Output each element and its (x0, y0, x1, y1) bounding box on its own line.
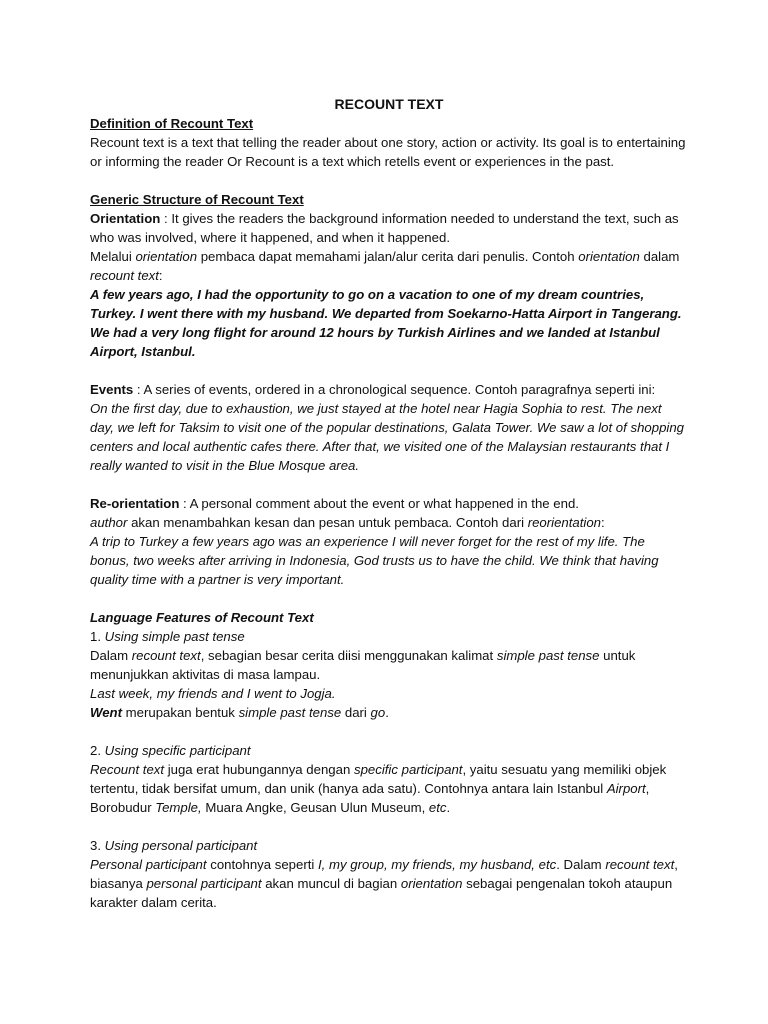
orientation-id-paragraph (90, 247, 688, 285)
text-run: akan muncul di bagian (261, 876, 401, 891)
feature-1-note (90, 703, 688, 722)
text-run: dalam (639, 249, 680, 264)
term-run: recount text (605, 857, 675, 872)
term-run: recount text (131, 648, 201, 663)
definition-body: Recount text is a text that telling the reader about one story, action or activity. Its goal is to entertaining or informing the reader Or Recount is a text which retells event or experiences in the past. (90, 135, 686, 169)
text-run: pembaca dapat memahami jalan/alur cerita dari penulis. Contoh (197, 249, 579, 264)
feature-1-example: Last week, my friends and I went to Jogja. (90, 686, 336, 701)
text-run: . (446, 800, 451, 815)
text-run: contohnya seperti (206, 857, 318, 872)
reorientation-paragraph (90, 494, 688, 513)
term-run: orientation (400, 876, 463, 891)
term-run: simple past tense (238, 705, 342, 720)
structure-heading: Generic Structure of Recount Text (90, 192, 304, 207)
reorientation-id-paragraph (90, 513, 688, 532)
text-run: dari (341, 705, 371, 720)
text-run: : (601, 515, 605, 530)
text-run: untuk menunjukkan aktivitas di masa lampau. (90, 648, 636, 682)
definition-heading: Definition of Recount Text (90, 116, 254, 131)
text-run: Melalui (90, 249, 136, 264)
term-run: orientation (578, 249, 640, 264)
term-run: Personal participant (90, 857, 207, 872)
term-run: etc (428, 800, 447, 815)
events-example: On the first day, due to exhaustion, we just stayed at the hotel near Hagia Sophia to rest. The next day, we left for Taksim to visit one of the popular destinations, Galata Tower. We saw a lot of shopping centers and local authentic cafes there. After that, we visited one of the Malaysian restaurants that I really wanted to visit in the Blue Mosque area. (90, 401, 685, 473)
events-label: Events (90, 382, 134, 397)
reorientation-label: Re-orientation (90, 496, 180, 511)
term-run: specific participant (353, 762, 463, 777)
text-run: , Borobudur (90, 781, 650, 815)
features-heading: Language Features of Recount Text (90, 610, 314, 625)
text-run: . (385, 705, 389, 720)
term-run: recount text (90, 268, 159, 283)
text-run: juga erat hubungannya dengan (164, 762, 354, 777)
term-run: personal participant (146, 876, 262, 891)
text-run: , biasanya (90, 857, 678, 891)
feature-1-title (90, 627, 688, 646)
text-run: : (158, 268, 163, 283)
term-run: simple past tense (496, 648, 600, 663)
feature-2-title (90, 741, 688, 760)
text-run: merupakan bentuk (122, 705, 239, 720)
orientation-paragraph (90, 209, 688, 247)
term-run: I, my group, my friends, my husband, etc (318, 857, 557, 872)
list-number: 1. (90, 629, 105, 644)
term-run: reorientation (527, 515, 602, 530)
term-run: Temple, (155, 800, 202, 815)
text-run: . Dalam (556, 857, 606, 872)
orientation-desc: : It gives the readers the background information needed to understand the text, such as who was involved, where it happened, and when it happened. (90, 211, 679, 245)
events-paragraph (90, 380, 688, 399)
text-run: Dalam (90, 648, 132, 663)
orientation-label: Orientation (90, 211, 161, 226)
orientation-example: A few years ago, I had the opportunity to go on a vacation to one of my dream countries, Turkey. I went there with my husband. We departed from Soekarno-Hatta Airport in Tangerang. We had a very long flight for around 12 hours by Turkish Airlines and we landed at Istanbul Airport, Istanbul. (90, 287, 682, 359)
reorientation-example: A trip to Turkey a few years ago was an experience I will never forget for the rest of my life. The bonus, two weeks after arriving in Indonesia, God trusts us to have the child. We think that having quality time with a partner is very important. (90, 534, 659, 587)
term-run: author (90, 515, 128, 530)
text-run: sebagai pengenalan tokoh ataupun karakter dalam cerita. (90, 876, 673, 910)
feature-3-title (90, 836, 688, 855)
feature-2-body (90, 760, 688, 817)
feature-title: Using personal participant (104, 838, 258, 853)
reorientation-desc: : A personal comment about the event or what happened in the end. (179, 496, 579, 511)
text-run: Muara Angke, Geusan Ulun Museum, (201, 800, 429, 815)
list-number: 3. (90, 838, 105, 853)
feature-3-body (90, 855, 688, 912)
term-run: Recount text (90, 762, 165, 777)
feature-title: Using specific participant (104, 743, 251, 758)
term-run: orientation (135, 249, 198, 264)
term-run: go (370, 705, 386, 720)
feature-1-body (90, 646, 688, 684)
term-run: Airport (606, 781, 646, 796)
feature-title: Using simple past tense (104, 629, 245, 644)
term-run: Went (90, 705, 122, 720)
list-number: 2. (90, 743, 105, 758)
events-desc: : A series of events, ordered in a chronological sequence. Contoh paragrafnya seperti ini: (133, 382, 656, 397)
text-run: , sebagian besar cerita diisi menggunakan kalimat (200, 648, 497, 663)
document-title: RECOUNT TEXT (334, 96, 444, 112)
text-run: akan menambahkan kesan dan pesan untuk pembaca. Contoh dari (127, 515, 528, 530)
text-run: , yaitu sesuatu yang memiliki objek tertentu, tidak bersifat umum, dan unik (hanya ada satu). Contohnya antara lain Istanbul (90, 762, 667, 796)
